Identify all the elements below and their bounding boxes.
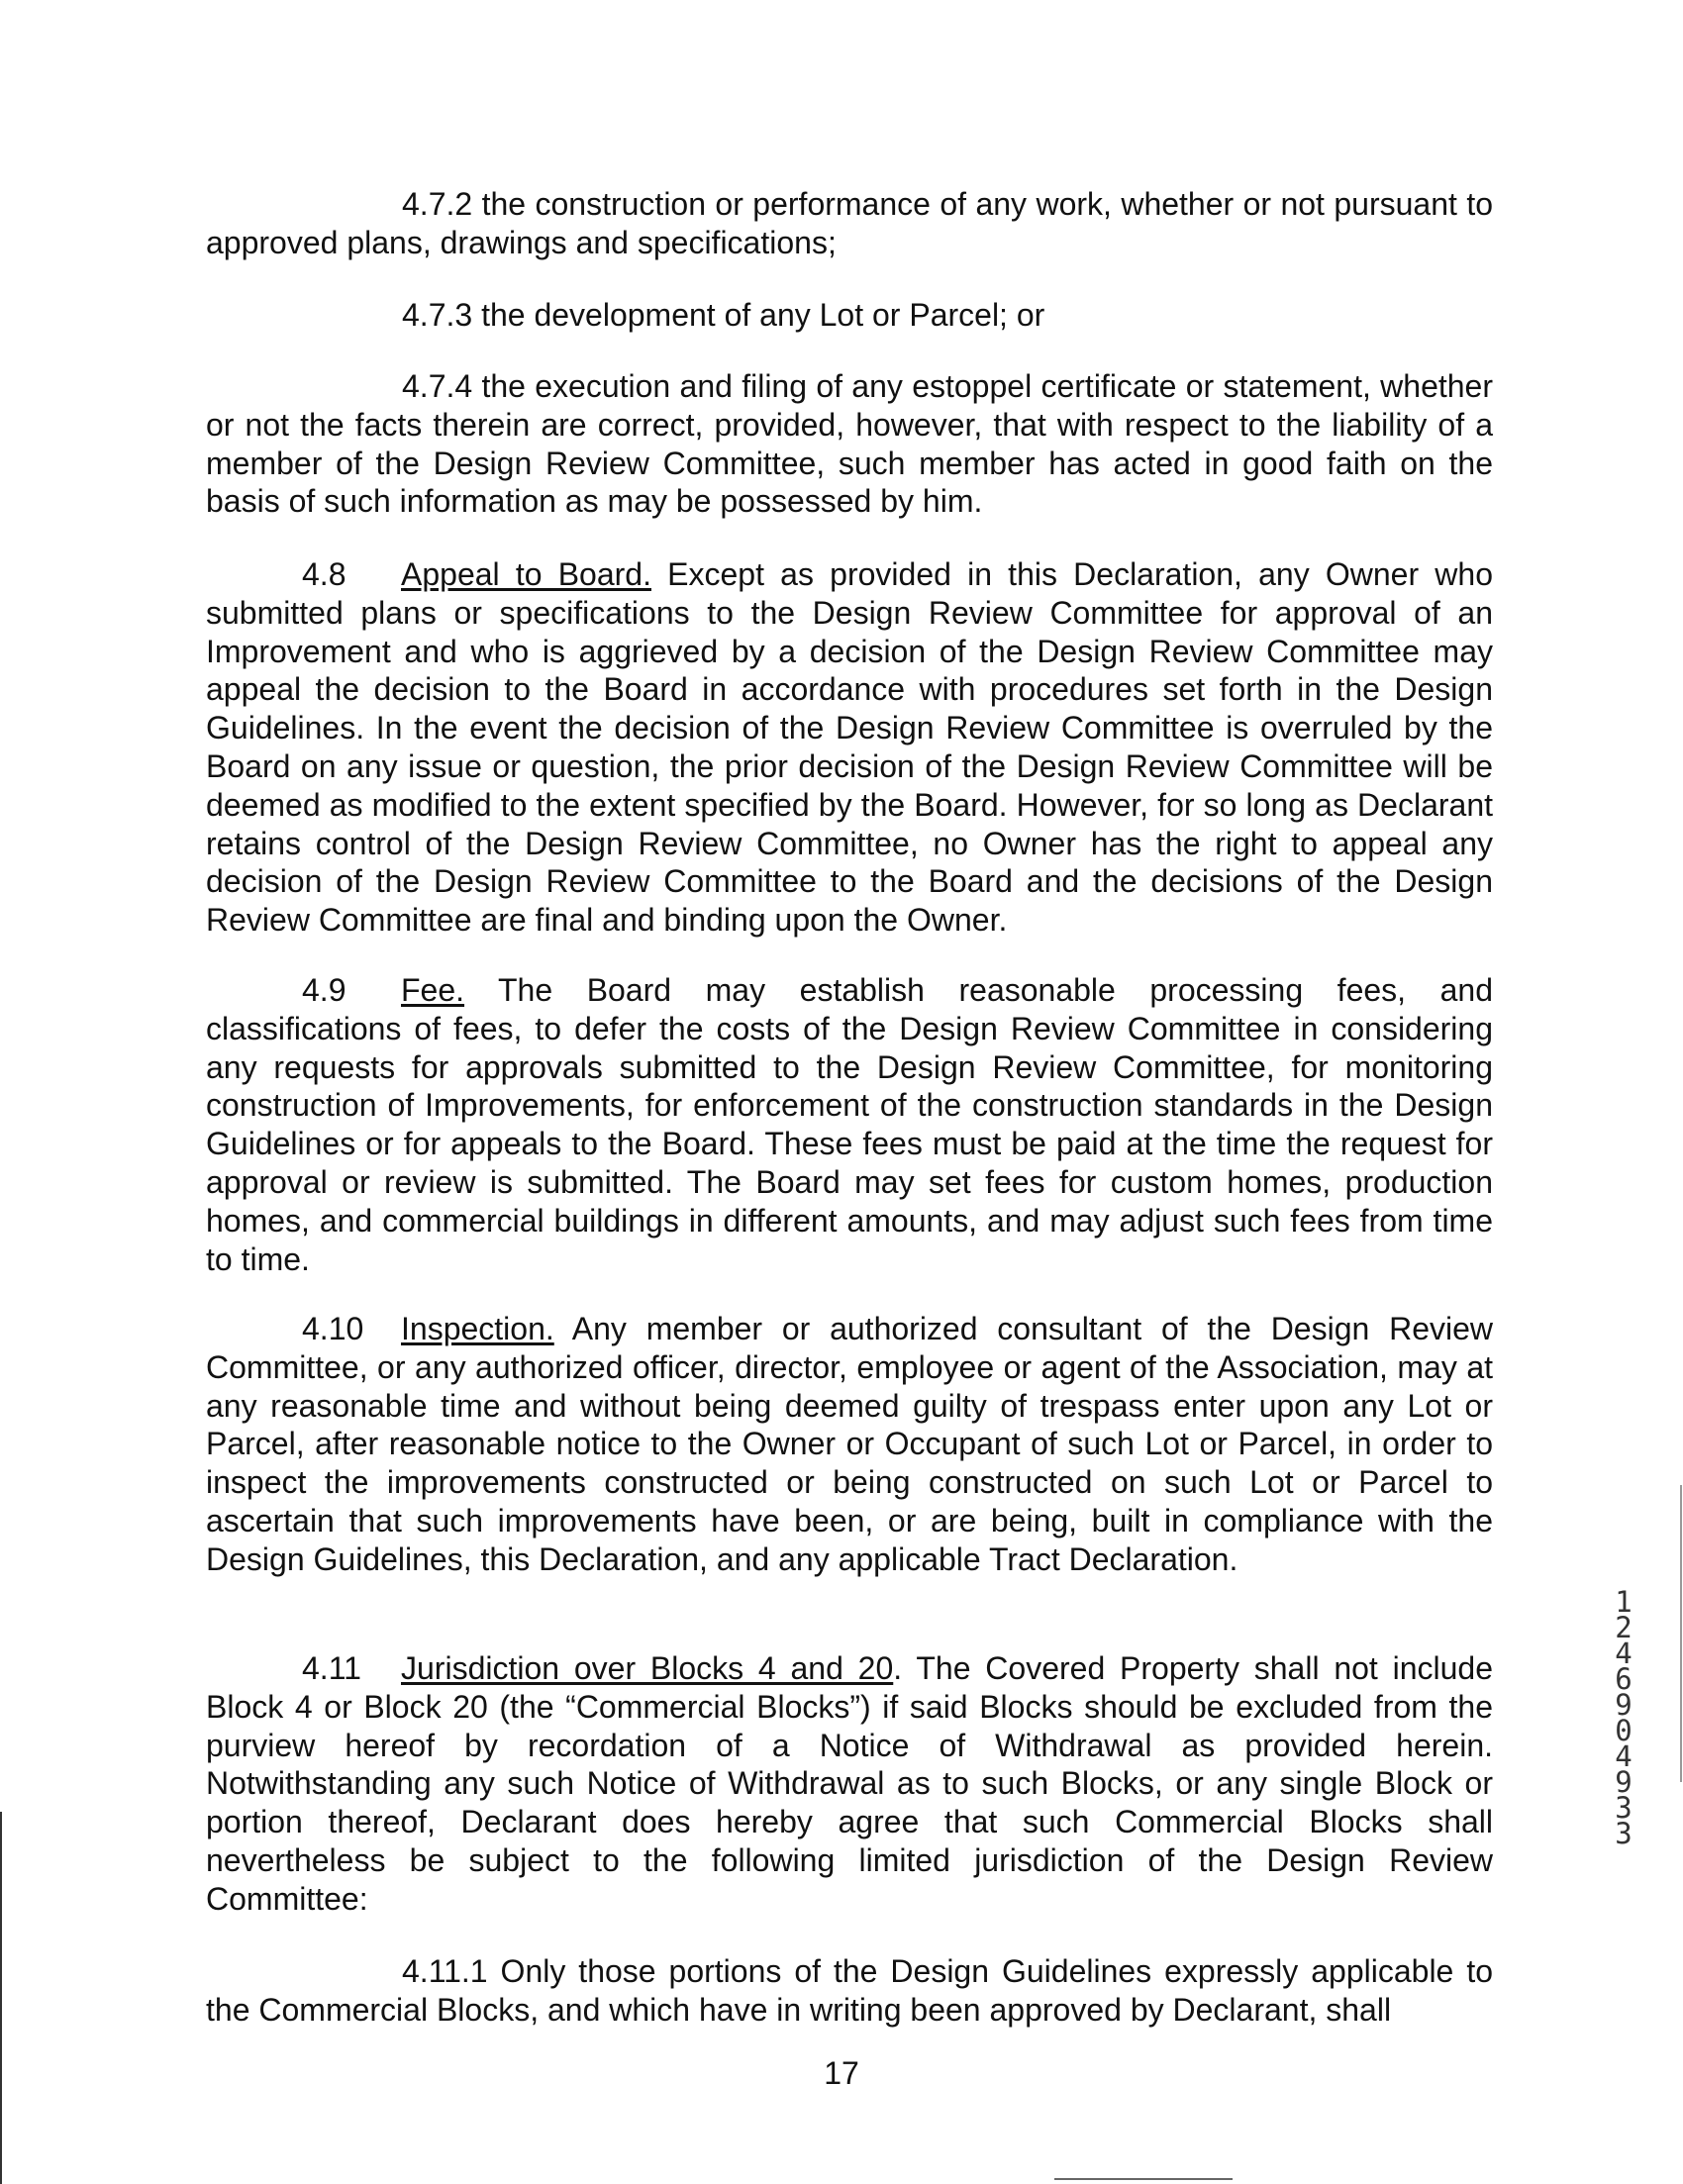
scan-edge-right [1680,1485,1682,1782]
section-body: The Board may establish reasonable processing fees, and classifications of fees, to defer the costs of the Design Review Committee in considering any requests for approvals submitted to the Design Review Committee, for monitoring construction of Improvements, for enforcement of the construction standards in the Design Guidelines or for appeals to the Board. These fees must be paid at the time the request for approval or review is submitted. The Board may set fees for custom homes, production homes, and commercial buildings in different amounts, and may adjust such fees from time to time. [206,972,1493,1277]
scan-edge-bottom [1054,2178,1233,2180]
page-number: 17 [824,2055,859,2091]
section-number: 4.11 [302,1650,361,1686]
section-number: 4.8 [302,556,346,592]
section-number: 4.10 [302,1311,364,1346]
section-body: Except as provided in this Declaration, any Owner who submitted plans or specifications to the Design Review Committee for approval of an Improvement and who is aggrieved by a decision of the Design Review Committee may appeal the decision to the Board in accordance with procedures set forth in the Design Guidelines. In the event the decision of the Design Review Committee is overruled by the Board on any issue or question, the prior decision of the Design Review Committee will be deemed as modified to the extent specified by the Board. However, for so long as Declarant retains control of the Design Review Committee, no Owner has the right to appeal any decision of the Design Review Committee to the Board and the decisions of the Design Review Committee are final and binding upon the Owner. [206,556,1494,939]
section-4-11 [206,1649,1493,1919]
section-4-10 [206,1310,1493,1579]
section-body: . The Covered Property shall not include Block 4 or Block 20 (the “Commercial Blocks”) if said Blocks should be excluded from the purview hereof by recordation of a Notice of Withdrawal as provided herein. Notwithstanding any such Notice of Withdrawal as to such Blocks, or any single Block or portion thereof, Declarant does hereby agree that such Commercial Blocks shall nevertheless be subject to the following limited jurisdiction of the Design Review Committee: [206,1650,1494,1917]
section-heading: Appeal to Board. [401,556,651,592]
section-body: Any member or authorized consultant of the Design Review Committee, or any authorized officer, director, employee or agent of the Association, may at any reasonable time and without being deemed guilty of trespass enter upon any Lot or Parcel, after reasonable notice to the Owner or Occupant of such Lot or Parcel, in order to inspect the improvements constructed or being constructed on such Lot or Parcel to ascertain that such improvements have been, or are being, built in compliance with the Design Guidelines, this Declaration, and any applicable Tract Declaration. [206,1311,1493,1577]
scan-edge-left [0,1812,2,2184]
paragraph-4-7-4: 4.7.4 the execution and filing of any estoppel certificate or statement, whether or not the facts therein are correct, provided, however, that with respect to the liability of a member of the Design Review Committee, such member has acted in good faith on the basis of such information as may be possessed by him. [206,368,1493,520]
recording-stamp: 1 2 4 6 9 0 4 9 3 3 [1615,1585,1633,1850]
paragraph-4-11-1: 4.11.1 Only those portions of the Design Guidelines expressly applicable to the Commercial Blocks, and which have in writing been approved by Declarant, shall [206,1953,1493,2028]
section-4-9 [206,971,1493,1278]
paragraph-4-7-2: 4.7.2 the construction or performance of any work, whether or not pursuant to approved plans, drawings and specifications; [206,186,1493,260]
section-heading: Inspection. [401,1311,554,1346]
section-number: 4.9 [302,972,346,1008]
section-heading: Jurisdiction over Blocks 4 and 20 [401,1650,894,1686]
paragraph-4-7-3: 4.7.3 the development of any Lot or Parcel; or [402,297,1045,333]
section-4-8 [206,555,1493,940]
section-heading: Fee. [401,972,465,1008]
